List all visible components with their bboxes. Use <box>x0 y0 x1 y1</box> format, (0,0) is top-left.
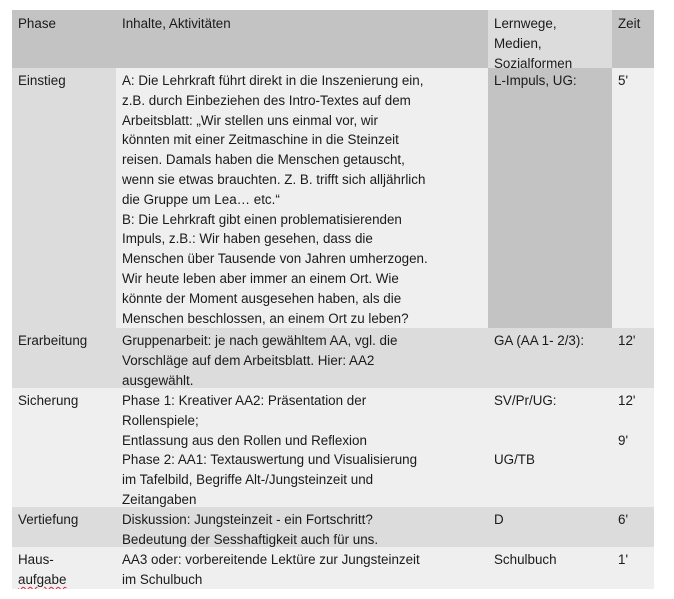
header-time <box>612 10 654 68</box>
time-cell <box>612 388 654 507</box>
media-line: Schulbuch <box>494 552 557 567</box>
time-line: 6' <box>618 512 629 527</box>
media-cell <box>488 68 612 328</box>
content-line: Zeitangaben <box>122 491 197 507</box>
content-line: B: Die Lehrkraft gibt einen problematisierenden <box>122 211 402 227</box>
table-row-erarbeitung <box>12 328 654 388</box>
media-line: SV/Pr/UG: <box>494 393 557 408</box>
content-line: Rollenspiele; <box>122 412 199 428</box>
content-line: reisen. Damals haben die Menschen getauscht, <box>122 152 405 168</box>
header-row <box>12 10 654 68</box>
media-line <box>494 411 606 431</box>
phase-cell <box>12 328 116 388</box>
table-row-sicherung <box>12 388 654 507</box>
media-cell <box>488 547 612 589</box>
content-line: AA3 oder: vorbereitende Lektüre zur Jungsteinzeit <box>122 552 420 567</box>
phase-label: aufgabe <box>18 571 67 587</box>
table-row-hausaufgabe <box>12 547 654 589</box>
content-cell <box>116 388 488 507</box>
header-media-line: Lernwege, <box>494 16 557 31</box>
content-line: Phase 1: Kreativer AA2: Präsentation der <box>122 393 367 408</box>
content-line: z.B. durch Einbeziehen des Intro-Textes auf dem <box>122 92 411 108</box>
time-line: 12' <box>618 333 636 348</box>
content-cell <box>116 328 488 388</box>
content-line: im Tafelbild, Begriffe Alt-/Jungsteinzeit und <box>122 472 374 488</box>
media-line <box>494 431 606 451</box>
content-line: Phase 2: AA1: Textauswertung und Visualisierung <box>122 452 418 468</box>
phase-label: Sicherung <box>18 393 79 408</box>
content-line: die Gruppe um Lea… etc.“ <box>122 191 280 207</box>
time-line <box>618 411 648 431</box>
content-line: im Schulbuch <box>122 571 203 587</box>
time-cell <box>612 507 654 547</box>
time-line: 9' <box>618 432 629 448</box>
content-line: wenn sie etwas brauchten. Z. B. trifft sich alljährlich <box>122 171 426 187</box>
time-cell <box>612 328 654 388</box>
media-cell <box>488 328 612 388</box>
content-cell <box>116 68 488 328</box>
content-line: Vorschläge auf dem Arbeitsblatt. Hier: AA2 <box>122 352 375 368</box>
media-line: UG/TB <box>494 452 535 468</box>
time-cell <box>612 68 654 328</box>
header-content <box>116 10 488 68</box>
header-media-line: Medien, <box>494 35 542 51</box>
content-line: A: Die Lehrkraft führt direkt in die Inszenierung ein, <box>122 73 424 88</box>
phase-label: Erarbeitung <box>18 333 88 348</box>
time-line: 1' <box>618 552 629 567</box>
content-line: Impuls, z.B.: Wir haben gesehen, dass die <box>122 231 373 247</box>
header-media <box>488 10 612 68</box>
content-cell <box>116 507 488 547</box>
media-cell <box>488 507 612 547</box>
header-content-label: Inhalte, Aktivitäten <box>122 16 231 31</box>
content-line: Bedeutung der Sesshaftigkeit auch für uns. <box>122 531 379 547</box>
content-line: Diskussion: Jungsteinzeit - ein Fortschritt? <box>122 512 373 527</box>
header-phase <box>12 10 116 68</box>
phase-cell <box>12 388 116 507</box>
phase-label: Haus- <box>18 552 54 567</box>
table-row-einstieg <box>12 68 654 328</box>
lesson-plan-table <box>12 10 654 589</box>
time-line: 5' <box>618 73 629 88</box>
time-cell <box>612 547 654 589</box>
content-line: Wir heute leben aber immer an einem Ort. Wie <box>122 270 399 286</box>
media-line: L-Impuls, UG: <box>494 73 577 88</box>
time-line: 12' <box>618 393 636 408</box>
phase-cell <box>12 547 116 589</box>
content-line: Gruppenarbeit: je nach gewähltem AA, vgl. die <box>122 333 398 348</box>
media-line: GA (AA 1- 2/3): <box>494 333 585 348</box>
phase-label: Einstieg <box>18 73 66 88</box>
phase-cell <box>12 507 116 547</box>
table-row-vertiefung <box>12 507 654 547</box>
content-line: ausgewählt. <box>122 372 194 388</box>
media-cell <box>488 388 612 507</box>
content-cell <box>116 547 488 589</box>
content-line: Menschen beschlossen, an einem Ort zu leben? <box>122 310 409 326</box>
header-media-line: Sozialformen <box>494 55 573 68</box>
phase-label: Vertiefung <box>18 512 79 527</box>
phase-cell <box>12 68 116 328</box>
header-time-label: Zeit <box>618 16 641 31</box>
content-line: Arbeitsblatt: „Wir stellen uns einmal vor, wir <box>122 112 378 128</box>
content-line: könnten mit einer Zeitmaschine in die Steinzeit <box>122 132 399 148</box>
content-line: Entlassung aus den Rollen und Reflexion <box>122 432 367 448</box>
content-line: Menschen über Tausende von Jahren umherzogen. <box>122 251 428 267</box>
header-phase-label: Phase <box>18 16 56 31</box>
content-line: könnte der Moment ausgesehen haben, als die <box>122 290 402 306</box>
media-line: D <box>494 512 504 527</box>
